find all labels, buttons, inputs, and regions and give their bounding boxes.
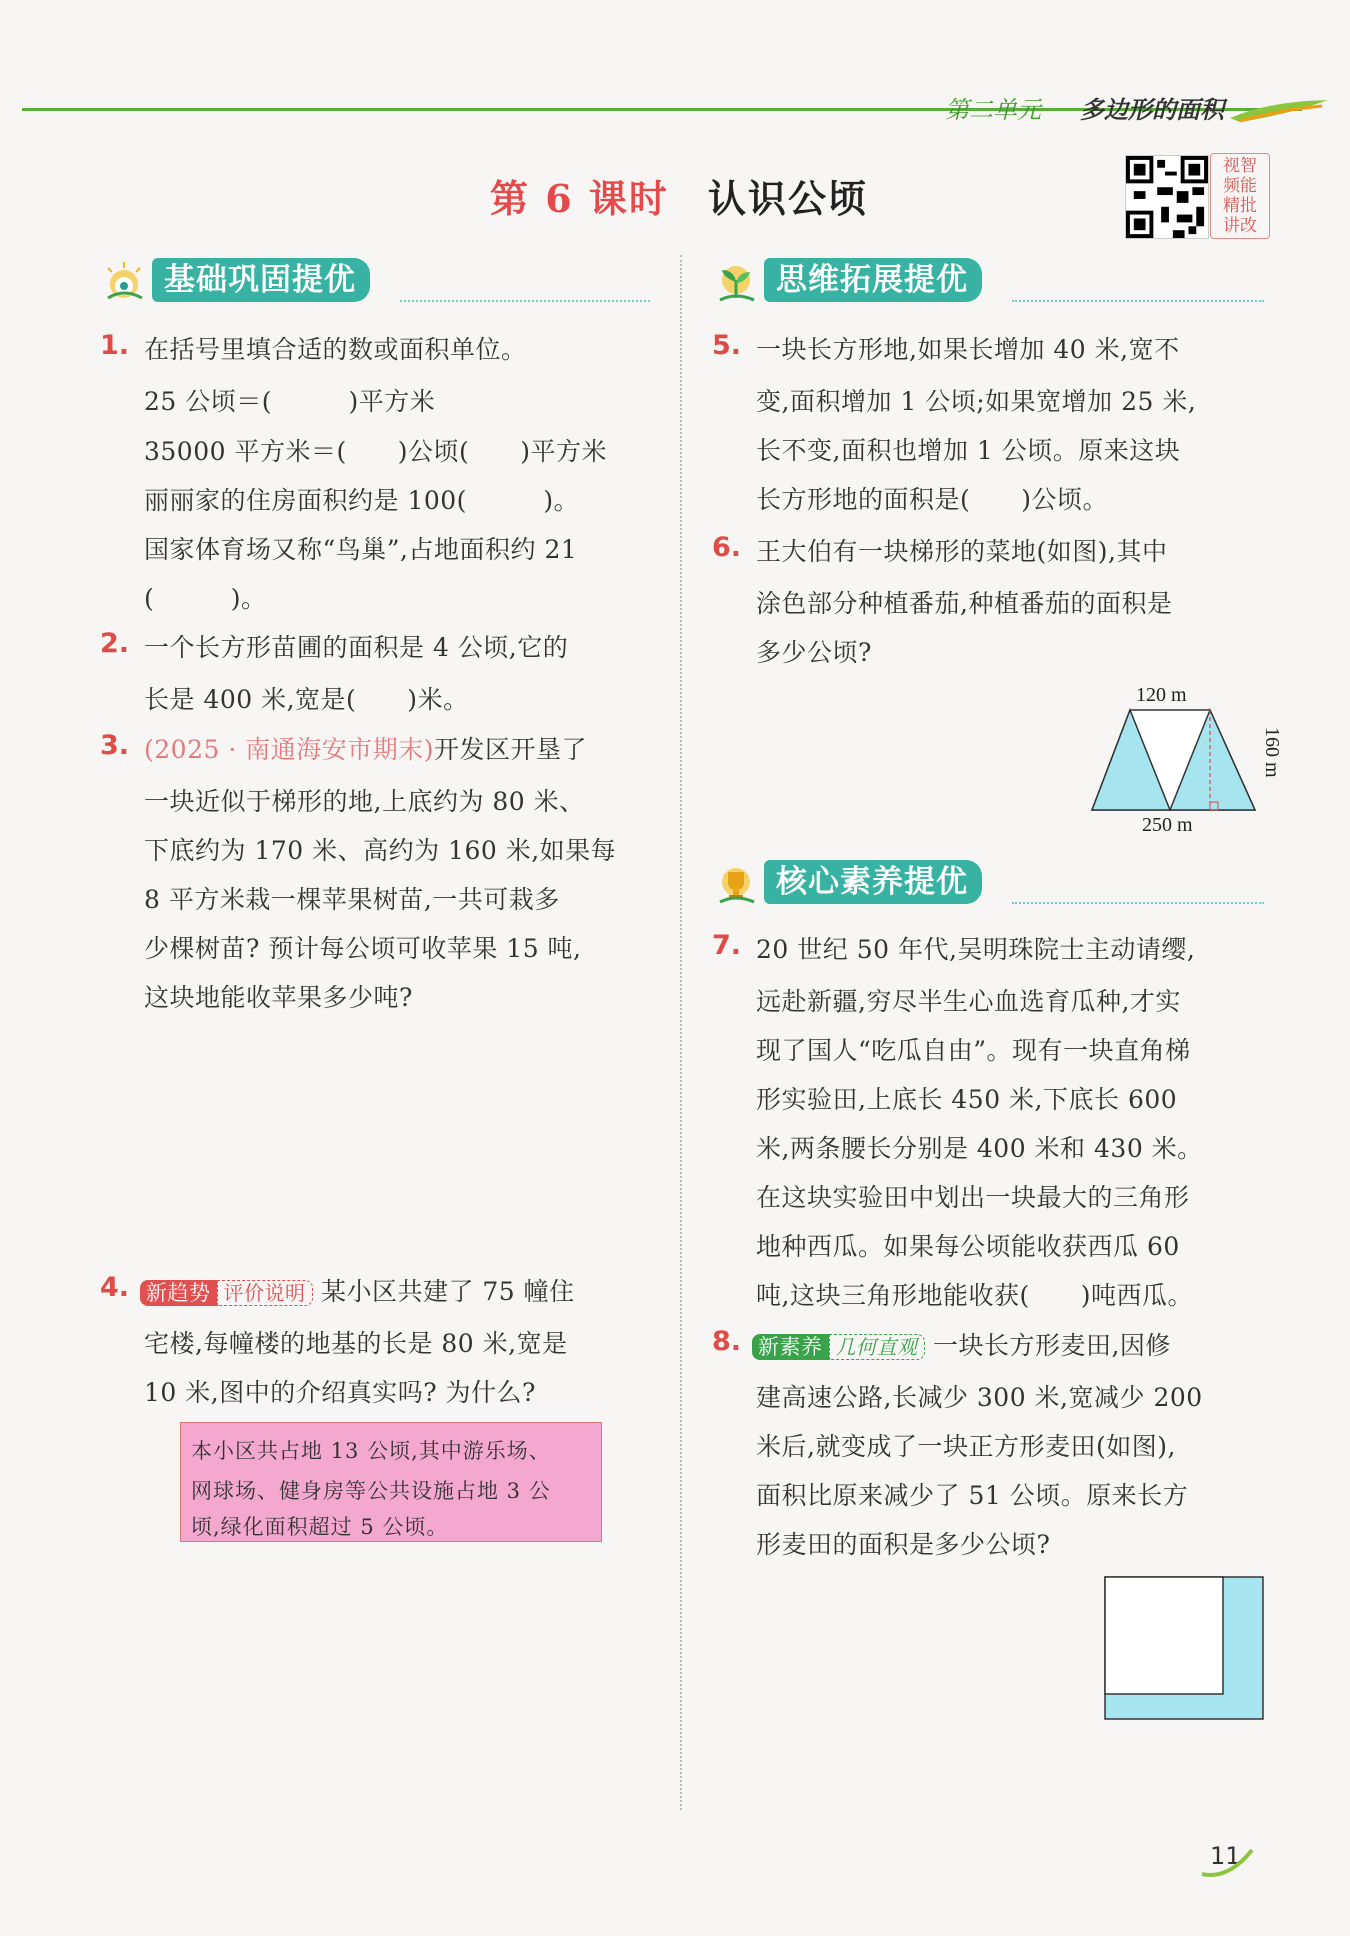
question-5-text: 长不变,面积也增加 1 公顷。原来这块 [756, 436, 1181, 465]
figure-bottom-label: 250 m [1142, 814, 1193, 836]
unit-label: 第二单元 [945, 96, 1041, 124]
question-7-text: 现了国人“吃瓜自由”。现有一块直角梯 [756, 1036, 1191, 1065]
trophy-icon [712, 860, 760, 908]
figure-height-label: 160 m [1261, 727, 1283, 778]
question-8-text: 米后,就变成了一块正方形麦田(如图), [756, 1432, 1176, 1461]
question-3-text: 8 平方米栽一棵苹果树苗,一共可栽多 [144, 885, 560, 914]
leaf-swoosh-icon [1230, 96, 1330, 126]
question-number: 8. [712, 1326, 742, 1357]
question-1-blank[interactable]: 35000 平方米＝( )公顷( )平方米 [144, 437, 607, 466]
question-1-text: 国家体育场又称“鸟巢”,占地面积约 21 [144, 535, 578, 564]
lesson-number: 第 6 课时 [490, 176, 669, 221]
literacy-tag: 新素养 [752, 1334, 829, 1360]
page-swoosh-icon [1198, 1840, 1258, 1880]
qr-code-icon[interactable] [1125, 155, 1209, 239]
section-thinking: 思维拓展提优 [764, 258, 982, 302]
section-rule [1012, 300, 1264, 302]
sprout-icon [712, 258, 760, 306]
trend-tag: 新趋势 [140, 1280, 217, 1306]
section-rule [1012, 902, 1264, 904]
question-number: 4. [100, 1272, 130, 1303]
question-number: 5. [712, 330, 742, 361]
question-7-text: 米,两条腰长分别是 400 米和 430 米。 [756, 1134, 1203, 1163]
question-3-first: (2025 · 南通海安市期末)开发区开垦了 [144, 735, 587, 764]
source-label: (2025 · 南通海安市期末) [144, 735, 434, 764]
question-number: 7. [712, 930, 742, 961]
question-7-text: 20 世纪 50 年代,吴明珠院士主动请缨, [756, 935, 1196, 964]
question-8-text: 形麦田的面积是多少公顷? [756, 1530, 1051, 1559]
question-2-text: 一个长方形苗圃的面积是 4 公顷,它的 [144, 633, 569, 662]
wheat-field-figure [1100, 1575, 1270, 1725]
figure-top-label: 120 m [1136, 684, 1187, 706]
question-5-text: 一块长方形地,如果长增加 40 米,宽不 [756, 335, 1180, 364]
question-1-blank[interactable]: 丽丽家的住房面积约是 100( )。 [144, 486, 580, 515]
question-4-text: 10 米,图中的介绍真实吗? 为什么? [144, 1378, 536, 1407]
question-number: 1. [100, 330, 130, 361]
page-number: 11 [1210, 1842, 1241, 1870]
question-7-text: 在这块实验田中划出一块最大的三角形 [756, 1183, 1190, 1212]
question-number: 6. [712, 532, 742, 563]
question-8-first: 新素养 几何直观 一块长方形麦田,因修 [752, 1326, 1171, 1362]
column-divider [680, 255, 682, 1810]
question-1-blank[interactable]: 25 公顷＝( )平方米 [144, 387, 436, 416]
question-1-blank[interactable]: ( )。 [144, 584, 267, 613]
trapezoid-figure [1080, 675, 1283, 836]
question-3-text: 少棵树苗? 预计每公顷可收苹果 15 吨, [144, 934, 582, 963]
question-3-text: 下底约为 170 米、高约为 160 米,如果每 [144, 836, 617, 865]
evaluation-tag: 评价说明 [217, 1280, 313, 1306]
question-5-blank[interactable]: 长方形地的面积是( )公顷。 [756, 485, 1109, 514]
community-notice: 本小区共占地 13 公顷,其中游乐场、 网球场、健身房等公共设施占地 3 公 顷,绿化面积超过 5 公顷。 [180, 1422, 602, 1542]
topic-label: 多边形的面积 [1080, 96, 1224, 124]
sun-gear-icon [100, 258, 148, 306]
geometry-tag: 几何直观 [829, 1334, 925, 1360]
question-number: 3. [100, 730, 130, 761]
question-6-text: 王大伯有一块梯形的菜地(如图),其中 [756, 537, 1168, 566]
question-7-text: 远赴新疆,穷尽半生心血选育瓜种,才实 [756, 987, 1181, 1016]
qr-video-label: 视智 频能 精批 讲改 [1210, 153, 1270, 239]
question-6-text: 多少公顷? [756, 638, 872, 667]
question-7-text: 形实验田,上底长 450 米,下底长 600 [756, 1085, 1178, 1114]
question-7-blank[interactable]: 吨,这块三角形地能收获( )吨西瓜。 [756, 1281, 1193, 1310]
question-1-text: 在括号里填合适的数或面积单位。 [144, 335, 527, 364]
question-4-first: 新趋势 评价说明 某小区共建了 75 幢住 [140, 1272, 575, 1308]
question-3-text: 一块近似于梯形的地,上底约为 80 米、 [144, 787, 585, 816]
section-rule [400, 300, 650, 302]
question-number: 2. [100, 628, 130, 659]
page-title: 认识公顷 [708, 176, 869, 221]
section-core: 核心素养提优 [764, 860, 982, 904]
question-6-text: 涂色部分种植番茄,种植番茄的面积是 [756, 589, 1173, 618]
question-3-text: 这块地能收苹果多少吨? [144, 983, 413, 1012]
question-8-text: 建高速公路,长减少 300 米,宽减少 200 [756, 1383, 1203, 1412]
question-8-text: 面积比原来减少了 51 公顷。原来长方 [756, 1481, 1189, 1510]
question-4-text: 宅楼,每幢楼的地基的长是 80 米,宽是 [144, 1329, 568, 1358]
question-7-text: 地种西瓜。如果每公顷能收获西瓜 60 [756, 1232, 1180, 1261]
section-basic: 基础巩固提优 [152, 258, 370, 302]
question-2-blank[interactable]: 长是 400 米,宽是( )米。 [144, 685, 469, 714]
question-5-text: 变,面积增加 1 公顷;如果宽增加 25 米, [756, 387, 1197, 416]
